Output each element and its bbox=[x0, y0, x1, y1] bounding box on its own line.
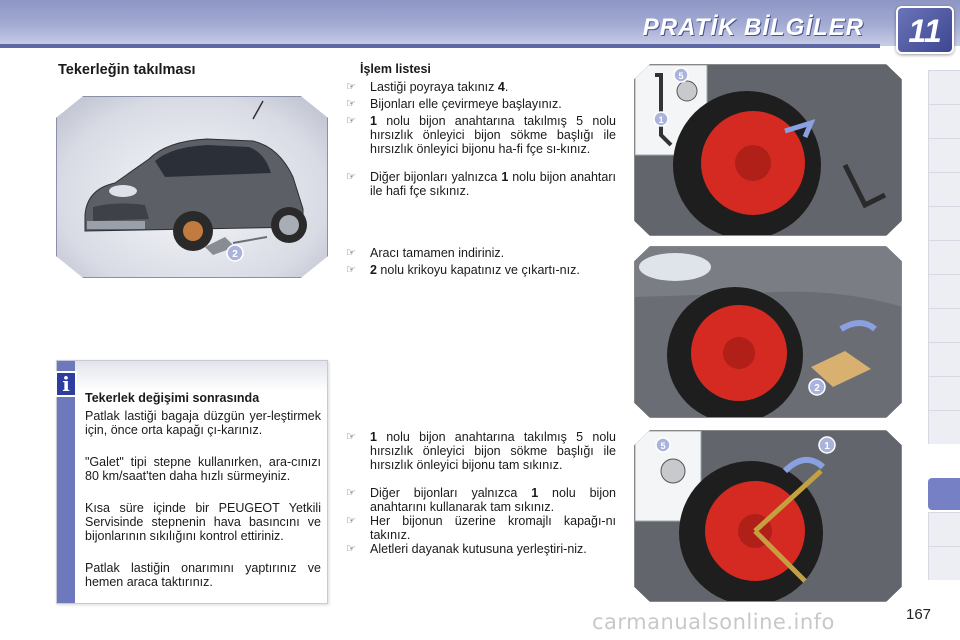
chapter-tab[interactable] bbox=[928, 70, 960, 104]
section-title: Tekerleğin takılması bbox=[58, 62, 196, 78]
pointing-hand-icon: ☞ bbox=[346, 543, 356, 555]
wrench-drawing bbox=[635, 431, 902, 602]
step-item: ☞ Aracı tamamen indiriniz. bbox=[346, 246, 505, 260]
chapter-tab[interactable] bbox=[928, 512, 960, 546]
callout-number: 5 bbox=[660, 441, 666, 451]
info-paragraph: "Galet" tipi stepne kullanırken, ara-cınızı 80 km/saat'ten daha hızlı sürmeyiniz. bbox=[85, 455, 321, 483]
chapter-title: PRATİK BİLGİLER bbox=[642, 14, 864, 41]
callout-number: 1 bbox=[824, 441, 830, 452]
pointing-hand-icon: ☞ bbox=[346, 264, 356, 276]
callout-number: 2 bbox=[814, 383, 820, 394]
info-box-bar bbox=[57, 361, 75, 603]
chapter-number: 11 bbox=[908, 13, 942, 49]
info-paragraph: Patlak lastiğin onarımını yaptırınız ve hemen araca taktırınız. bbox=[85, 561, 321, 589]
step-item: ☞ Diğer bijonları yalnızca 1 nolu bijon anahtarı ile hafi fçe sıkınız. bbox=[346, 170, 616, 198]
chapter-tab[interactable] bbox=[928, 546, 960, 580]
header-stripe bbox=[0, 44, 880, 48]
chapter-tab[interactable] bbox=[928, 308, 960, 342]
pointing-hand-icon: ☞ bbox=[346, 81, 356, 93]
step-item: ☞ 1 nolu bijon anahtarına takılmış 5 nolu hırsızlık önleyici bijon sökme başlığı ile hırsızlık önleyici bijonu tam sıkınız. bbox=[346, 430, 616, 472]
chapter-tab[interactable] bbox=[928, 274, 960, 308]
chapter-tab-active[interactable] bbox=[928, 478, 960, 510]
info-box-title: Tekerlek değişimi sonrasında bbox=[85, 391, 260, 405]
car-illustration bbox=[56, 96, 328, 278]
pointing-hand-icon: ☞ bbox=[346, 487, 356, 499]
chapter-tab[interactable] bbox=[928, 342, 960, 376]
pointing-hand-icon: ☞ bbox=[346, 515, 356, 527]
info-box-header bbox=[75, 361, 327, 391]
info-paragraph: Patlak lastiği bagaja düzgün yer-leştirmek için, önce orta kapağı çı-karınız. bbox=[85, 409, 321, 437]
callout-number: 2 bbox=[232, 249, 238, 260]
chapter-tab[interactable] bbox=[928, 206, 960, 240]
step-item: ☞ Diğer bijonları yalnızca 1 nolu bijon anahtarını kullanarak tam sıkınız. bbox=[346, 486, 616, 514]
info-paragraph: Kısa süre içinde bir PEUGEOT Yetkili Servisinde stepnenin hava basıncını ve bijonlarının sıkılığını kontrol ettiriniz. bbox=[85, 501, 321, 543]
pointing-hand-icon: ☞ bbox=[346, 247, 356, 259]
step-item: ☞ Her bijonun üzerine kromajlı kapağı-nı takınız. bbox=[346, 514, 616, 542]
page-header bbox=[0, 0, 960, 52]
chapter-tab[interactable] bbox=[928, 138, 960, 172]
jack-drawing bbox=[635, 247, 902, 418]
pointing-hand-icon: ☞ bbox=[346, 171, 356, 183]
wheel-mount-illustration bbox=[634, 64, 902, 236]
jack-removal-illustration bbox=[634, 246, 902, 418]
step-item: ☞ Lastiği poyraya takınız 4. bbox=[346, 80, 509, 94]
chapter-number-badge bbox=[896, 6, 954, 54]
pointing-hand-icon: ☞ bbox=[346, 431, 356, 443]
step-item: ☞ Aletleri dayanak kutusuna yerleştiri-niz. bbox=[346, 542, 587, 556]
step-item: ☞ Bijonları elle çevirmeye başlayınız. bbox=[346, 97, 562, 111]
chapter-tab[interactable] bbox=[928, 410, 960, 444]
chapter-tab[interactable] bbox=[928, 240, 960, 274]
pointing-hand-icon: ☞ bbox=[346, 115, 356, 127]
chapter-tab[interactable] bbox=[928, 104, 960, 138]
info-box bbox=[56, 360, 328, 604]
callout-number: 5 bbox=[678, 71, 684, 81]
step-item: ☞ 1 nolu bijon anahtarına takılmış 5 nolu hırsızlık önleyici bijon sökme başlığı ile hırsızlık önleyici bijonu ha-fi fçe sı-kınız. bbox=[346, 114, 616, 156]
steps-title: İşlem listesi bbox=[360, 62, 431, 76]
chapter-tab[interactable] bbox=[928, 376, 960, 410]
wheel-drawing bbox=[635, 65, 902, 236]
page-number: 167 bbox=[906, 606, 932, 623]
wheel-tighten-illustration bbox=[634, 430, 902, 602]
pointing-hand-icon: ☞ bbox=[346, 98, 356, 110]
chapter-tab[interactable] bbox=[928, 172, 960, 206]
callout-number: 1 bbox=[658, 115, 664, 125]
info-icon: i bbox=[55, 371, 77, 397]
watermark: carmanualsonline.info bbox=[592, 610, 835, 634]
step-item: ☞ 2 nolu krikoyu kapatınız ve çıkartı-nız. bbox=[346, 263, 580, 277]
car-drawing bbox=[57, 97, 329, 279]
